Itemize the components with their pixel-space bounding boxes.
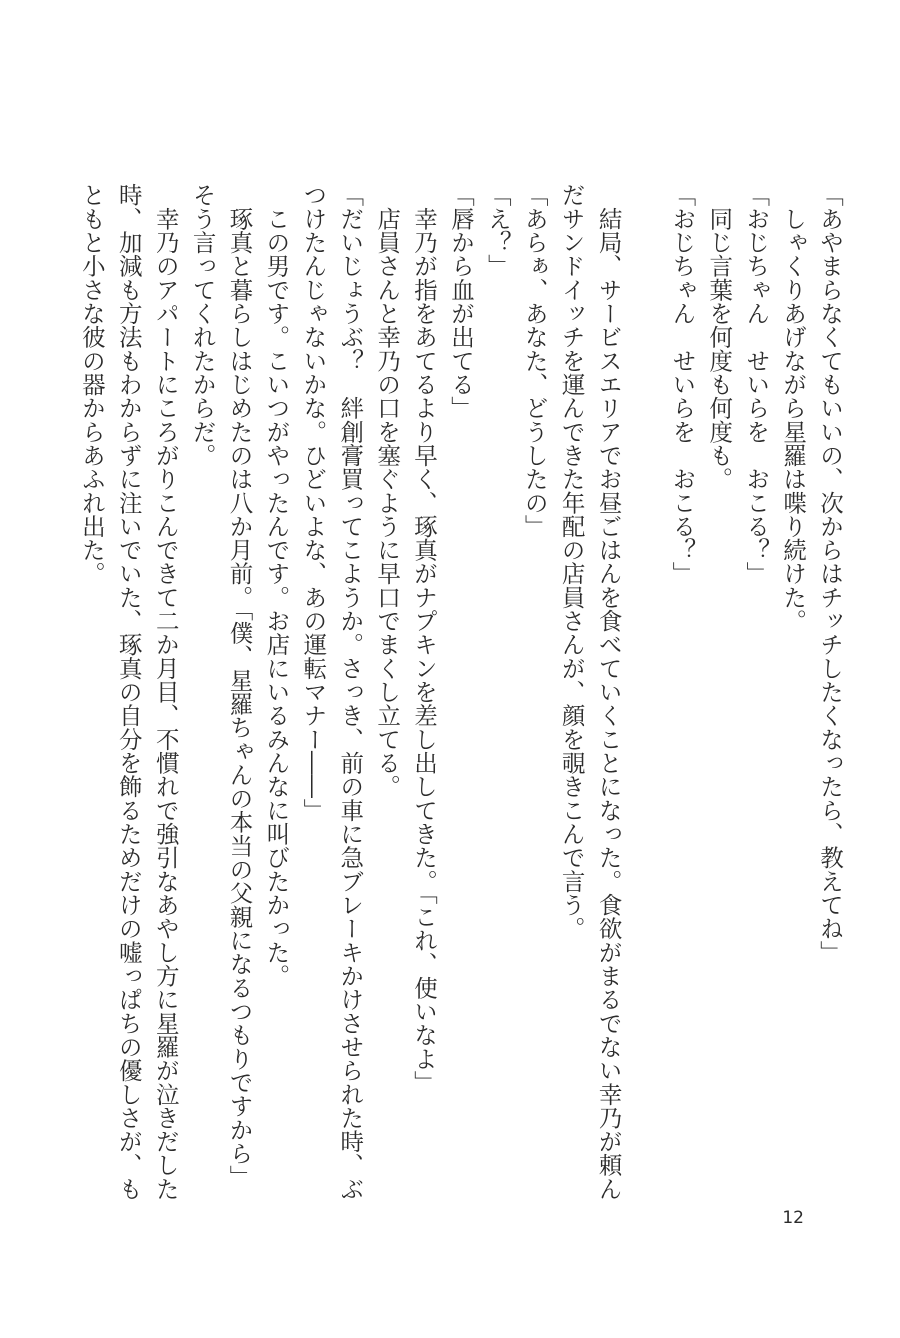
text-line: 結局、サービスエリアでお昼ごはんを食べていくことになった。食欲がまるでない幸乃が頼ん: [594, 183, 623, 1201]
vertical-text-body: [73, 183, 848, 1201]
text-line: 「おじちゃん せいらを おこる？」: [668, 183, 697, 586]
text-line: 時、加減も方法もわからずに注いでいた、琢真の自分を飾るためだけの嘘っぱちの優しさが、も: [114, 183, 143, 1201]
blank-line: [627, 183, 664, 1193]
page-number: 12: [782, 1208, 804, 1228]
text-line: 「唇から血が出てる」: [446, 183, 475, 420]
text-line: この男です。こいつがやったんです。お店にいるみんなに叫びたかった。: [262, 183, 291, 988]
text-line: そう言ってくれたからだ。: [188, 183, 217, 467]
text-line: ともと小さな彼の器からあふれ出た。: [77, 183, 106, 586]
text-line: 「だいじょうぶ？ 絆創膏買ってこようか。さっき、前の車に急ブレーキかけさせられた時、ぶ: [336, 183, 365, 1201]
text-line: 「え？」: [483, 183, 512, 278]
text-line: 店員さんと幸乃の口を塞ぐように早口でまくし立てる。: [373, 183, 402, 799]
text-line: 同じ言葉を何度も何度も。: [705, 183, 734, 491]
text-line: 「おじちゃん せいらを おこる？」: [742, 183, 771, 586]
text-line: だサンドイッチを運んできた年配の店員さんが、顔を覗きこんで言う。: [557, 183, 586, 941]
text-line: 琢真と暮らしはじめたのは八か月前。「僕、星羅ちゃんの本当の父親になるつもりですから」: [225, 183, 254, 1189]
text-line: 「あらぁ、あなた、どうしたの」: [520, 183, 549, 538]
text-line: つけたんじゃないかな。ひどいよな、あの運転マナー――」: [299, 183, 328, 822]
text-line: しゃくりあげながら星羅は喋り続けた。: [779, 183, 808, 633]
text-line: 「あやまらなくてもいいの、次からはチッチしたくなったら、教えてね」: [816, 183, 844, 964]
text-line: 幸乃が指をあてるより早く、琢真がナプキンを差し出してきた。「これ、使いなよ」: [410, 183, 439, 1094]
text-line: 幸乃のアパートにころがりこんできて二か月目、不慣れで強引なあやし方に星羅が泣きだした: [151, 183, 180, 1201]
